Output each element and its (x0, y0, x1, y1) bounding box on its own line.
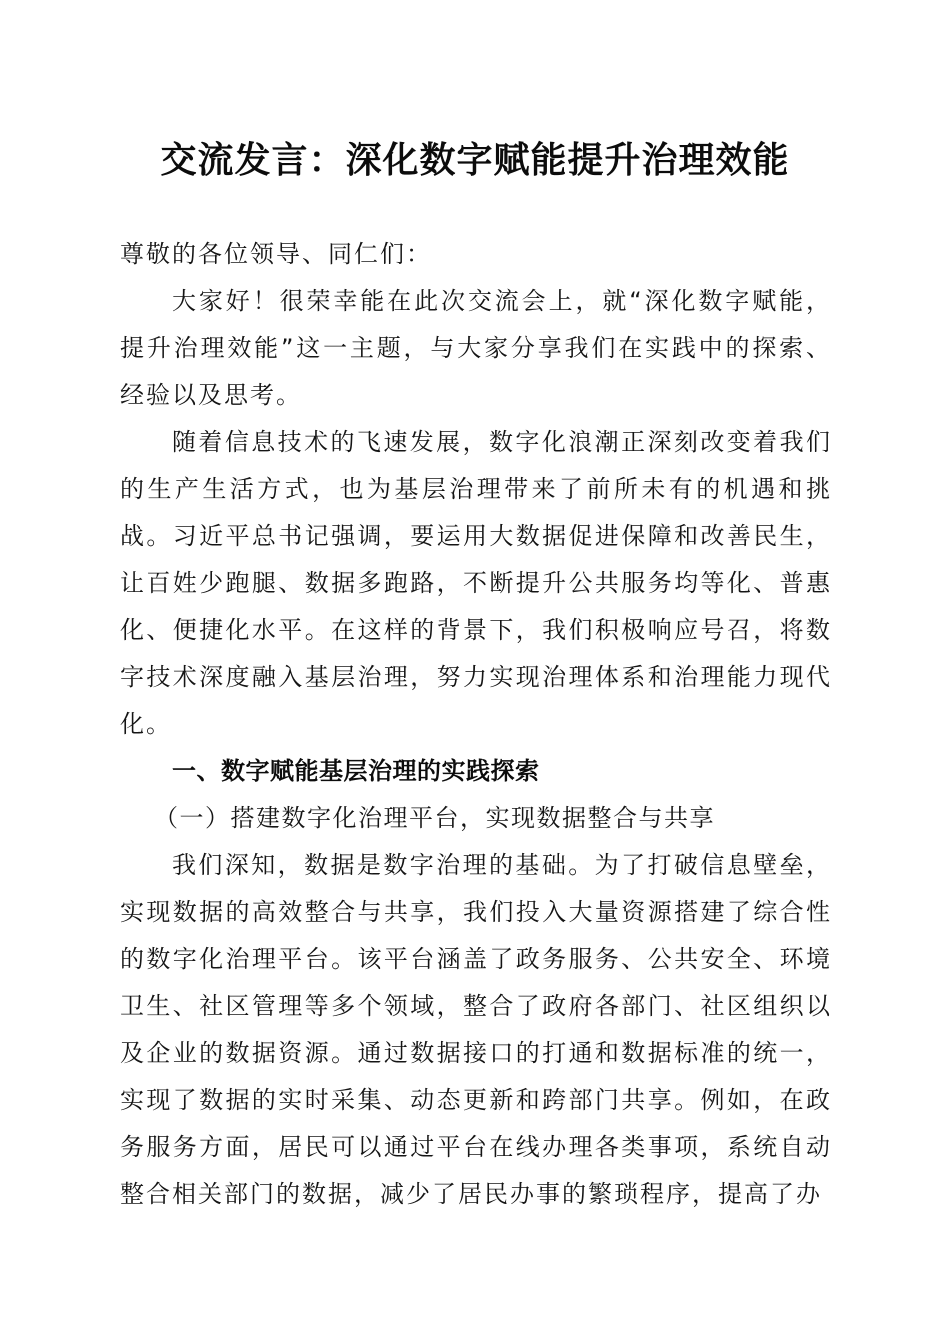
document-body (120, 231, 832, 1218)
section-heading: 一、数字赋能基层治理的实践探索 (172, 757, 540, 785)
page-title: 交流发言：深化数字赋能提升治理效能 (160, 139, 790, 181)
paragraph-background: 随着信息技术的飞速发展，数字化浪潮正深刻改变着我们的生产生活方式，也为基层治理带来了前所未有的机遇和挑战。习近平总书记强调，要运用大数据促进保障和改善民生，让百姓少跑腿、数据多跑路，不断提升公共服务均等化、普惠化、便捷化水平。在这样的背景下，我们积极响应号召，将数字技术深度融入基层治理，努力实现治理体系和治理能力现代化。 (120, 428, 832, 738)
subsection-heading: （一）搭建数字化治理平台，实现数据整合与共享 (154, 804, 715, 832)
paragraph-intro: 大家好！很荣幸能在此次交流会上，就“深化数字赋能，提升治理效能”这一主题，与大家分享我们在实践中的探索、经验以及思考。 (120, 287, 832, 409)
salutation: 尊敬的各位领导、同仁们： (120, 240, 432, 268)
paragraph-platform: 我们深知，数据是数字治理的基础。为了打破信息壁垒，实现数据的高效整合与共享，我们投入大量资源搭建了综合性的数字化治理平台。该平台涵盖了政务服务、公共安全、环境卫生、社区管理等多个领域，整合了政府各部门、社区组织以及企业的数据资源。通过数据接口的打通和数据标准的统一，实现了数据的实时采集、动态更新和跨部门共享。例如，在政务服务方面，居民可以通过平台在线办理各类事项，系统自动整合相关部门的数据，减少了居民办事的繁琐程序，提高了办 (120, 851, 832, 1208)
